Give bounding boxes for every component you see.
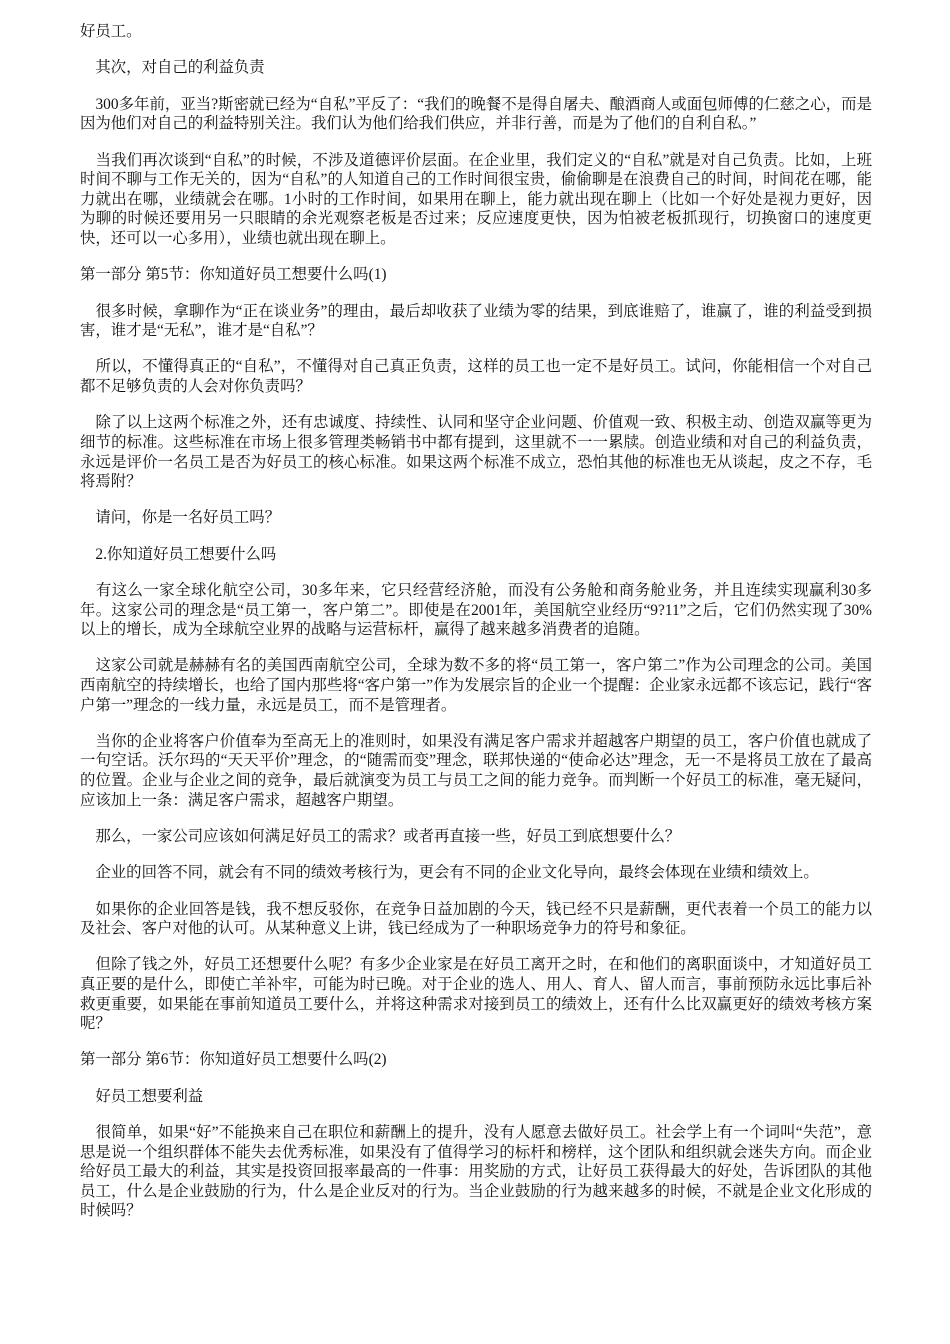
paragraph-question: 请问，你是一名好员工吗？ xyxy=(80,509,281,527)
paragraph-benefits: 很简单，如果“好”不能换来自己在职位和薪酬上的提升，没有人愿意去做好员工。社会学上有一个词叫“失范”，意思是说一个组织群体不能失去优秀标准，如果没有了值得学习的标杆和榜样，这个团队和组织就会迷失方向。而企业给好员工最大的利益，其实是投资回报率最高的一件事：用奖励的方式，让好员工获得最大的好处，告诉团队的其他员工，什么是企业鼓励的行为，什么是企业反对的行为。当企业鼓励的行为越来越多的时候，不就是企业文化形成的时候吗？ xyxy=(80,1124,872,1220)
paragraph-selfishness-definition: 当我们再次谈到“自私”的时候，不涉及道德评价层面。在企业里，我们定义的“自私”就是对自己负责。比如，上班时间不聊与工作无关的，因为“自私”的人知道自己的工作时间很宝贵，偷偷聊是在浪费自己的时间，时间花在哪，能力就出在哪，业绩就会在哪。1小时的工作时间，如果用在聊上，能力就出现在聊上（比如一个好处是视力更好，因为聊的时候还要用另一只眼睛的余光观察老板是否过来；反应速度更快，因为怕被老板抓现行，切换窗口的速度更快，还可以一心多用），业绩也就出现在聊上。 xyxy=(80,151,872,248)
paragraph-subheading-2: 2.你知道好员工想要什么吗 xyxy=(80,545,277,563)
paragraph-southwest: 这家公司就是赫赫有名的美国西南航空公司，全球为数不多的将“员工第一，客户第二”作为公司理念的公司。美国西南航空的持续增长，也给了国内那些将“客户第一”作为发展宗旨的企业一个提醒：企业家永远都不该忘记，践行“客户第一”理念的一线力量，永远是员工，而不是管理者。 xyxy=(80,657,872,714)
paragraph-answers-differ: 企业的回答不同，就会有不同的绩效考核行为，更会有不同的企业文化导向，最终会体现在业绩和绩效上。 xyxy=(80,864,819,882)
paragraph-other-standards: 除了以上这两个标准之外，还有忠诚度、持续性、认同和坚守企业问题、价值观一致、积极主动、创造双赢等更为细节的标准。这些标准在市场上很多管理类畅销书中都有提到，这里就不一一累牍。创造业绩和对自己的利益负责，永远是评价一名员工是否为好员工的核心标准。如果这两个标准不成立，恐怕其他的标准也无从谈起，皮之不存，毛将焉附？ xyxy=(80,414,872,491)
paragraph-responsibility: 所以，不懂得真正的“自私”，不懂得对自己真正负责，这样的员工也一定不是好员工。试问，你能相信一个对自己都不足够负责的人会对你负责吗？ xyxy=(80,358,872,396)
paragraph-continuation: 好员工。 xyxy=(80,23,142,40)
paragraph-adam-smith: 300多年前，亚当?斯密就已经为“自私”平反了：“我们的晚餐不是得自屠夫、酿酒商人或面包师傅的仁慈之心，而是因为他们对自己的利益特别关注。我们认为他们给我们供应，并非行善，而是为了他们的自利自私。” xyxy=(80,95,872,133)
paragraph-what-want: 那么，一家公司应该如何满足好员工的需求？或者再直接一些，好员工到底想要什么？ xyxy=(80,827,681,845)
paragraph-chat-excuse: 很多时候，拿聊作为“正在谈业务”的理由，最后却收获了业绩为零的结果，到底谁赔了，谁赢了，谁的利益受到损害，谁才是“无私”，谁才是“自私”？ xyxy=(80,302,872,340)
document-page xyxy=(80,22,872,1238)
paragraph-subheading-benefits: 好员工想要利益 xyxy=(80,1087,204,1105)
section-heading-part1-s6: 第一部分 第6节：你知道好员工想要什么吗(2) xyxy=(80,1051,387,1069)
paragraph-subheading-self-interest: 其次，对自己的利益负责 xyxy=(80,59,265,77)
paragraph-beyond-money: 但除了钱之外，好员工还想要什么呢？有多少企业家是在好员工离开之时，在和他们的离职面谈中，才知道好员工真正要的是什么，即使亡羊补牢，可能为时已晚。对于企业的选人、用人、育人、留人而言，事前预防永远比事后补救更重要，如果能在事前知道员工要什么，并将这种需求对接到员工的绩效上，还有什么比双赢更好的绩效考核方案呢？ xyxy=(80,956,872,1033)
paragraph-airline-intro: 有这么一家全球化航空公司，30多年来，它只经营经济舱，而没有公务舱和商务舱业务，并且连续实现赢利30多年。这家公司的理念是“员工第一，客户第二”。即使是在2001年，美国航空业经历“9?11”之后，它们仍然实现了30%以上的增长，成为全球航空业界的战略与运营标杆，赢得了越来越多消费者的追随。 xyxy=(80,581,872,639)
paragraph-customer-value: 当你的企业将客户价值奉为至高无上的准则时，如果没有满足客户需求并超越客户期望的员工，客户价值也就成了一句空话。沃尔玛的“天天平价”理念，的“随需而变”理念，联邦快递的“使命必达”理念，无一不是将员工放在了最高的位置。企业与企业之间的竞争，最后就演变为员工与员工之间的能力竞争。而判断一个好员工的标准，毫无疑问，应该加上一条：满足客户需求，超越客户期望。 xyxy=(80,732,872,809)
section-heading-part1-s5: 第一部分 第5节：你知道好员工想要什么吗(1) xyxy=(80,266,387,284)
paragraph-money: 如果你的企业回答是钱，我不想反驳你，在竞争日益加剧的今天，钱已经不只是薪酬，更代表着一个员工的能力以及社会、客户对他的认可。从某种意义上讲，钱已经成为了一种职场竞争力的符号和象征。 xyxy=(80,900,872,938)
